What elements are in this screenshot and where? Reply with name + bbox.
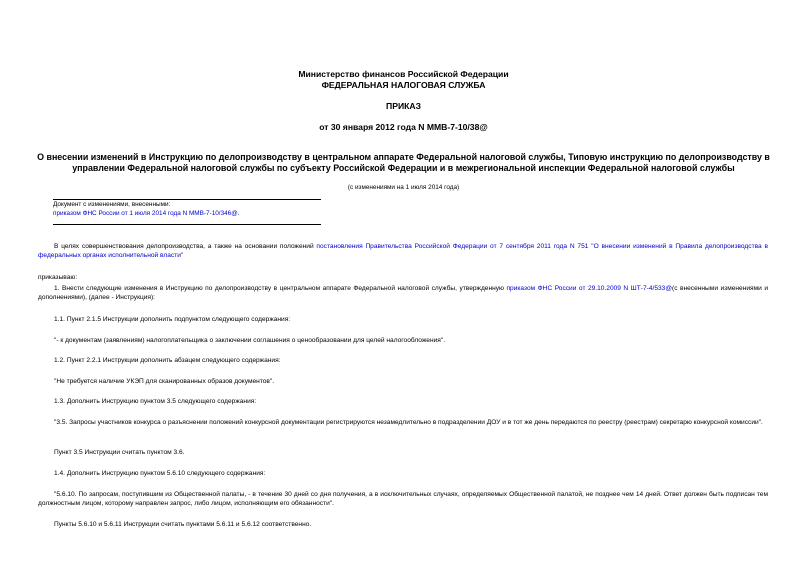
paragraph-1-3: 1.3. Дополнить Инструкцию пунктом 3.5 следующего содержания: [54, 398, 257, 405]
amendment-link[interactable]: приказом ФНС России от 1 июля 2014 года N ММВ-7-10/346@. [53, 210, 240, 217]
p1-link[interactable]: приказом ФНС России от 29.10.2009 N ШТ-7-4/533@ [506, 285, 673, 292]
order-word: приказываю: [38, 274, 78, 281]
paragraph-1-2-quote: "Не требуется наличие УКЭП для сканированных образов документов". [54, 378, 275, 385]
p1-tail: (с внесенными изменениями и дополнениями), (далее - Инструкция): [38, 285, 768, 301]
paragraph-1-4: 1.4. Дополнить Инструкцию пунктом 5.6.10 следующего содержания: [54, 470, 266, 477]
doc-date-number: от 30 января 2012 года N ММВ-7-10/38@ [319, 122, 488, 132]
paragraph-1-4-renumber: Пункты 5.6.10 и 5.6.11 Инструкции считать пунктами 5.6.11 и 5.6.12 соответственно. [54, 521, 312, 528]
intro-text: В целях совершенствования делопроизводства, а также на основании положений [54, 243, 317, 250]
amendments-box [53, 200, 323, 218]
paragraph-1-1: 1.1. Пункт 2.1.5 Инструкции дополнить подпунктом следующего содержания: [54, 316, 291, 323]
paragraph-1-2: 1.2. Пункт 2.2.1 Инструкции дополнить абзацем следующего содержания: [54, 357, 281, 364]
doc-subject: О внесении изменений в Инструкцию по делопроизводству в центральном аппарате Федеральной налоговой службы, Типовую инструкцию по делопроизводству в управлении Федеральной налоговой службы по субъекту Российской Федерации и в межрегиональной инспекции Федеральной налоговой службы [37, 152, 770, 173]
p1-text: 1. Внести следующие изменения в Инструкцию по делопроизводству в центральном аппарате Федеральной налоговой службы, утвержденную [54, 285, 507, 292]
divider-bottom [53, 224, 321, 225]
paragraph-1-3-quote: "3.5. Запросы участников конкурса о разъяснении положений конкурсной документации регистрируются незамедлительно в подразделении ДОУ и в тот же день передаются по реестру (реестрам) секретарю конкурсной комиссии". [54, 419, 763, 426]
paragraph-1-4-quote: "5.6.10. По запросам, поступившим из Общественной палаты, - в течение 30 дней со дня получения, а в исключительных случаях, определяемых Общественной палатой, не позднее чем 14 дней. Ответ должен быть подписан тем должностным лицом, которому направлен запрос, либо лицом, исполняющим его обязанности". [38, 491, 768, 507]
intro-paragraph [38, 242, 768, 260]
edition-note: (с изменениями на 1 июля 2014 года) [347, 184, 460, 191]
intro-link[interactable]: постановления Правительства Российской Федерации от 7 сентября 2011 года N 751 "О внесении изменений в Правила делопроизводства в федеральных органах исполнительной власти" [38, 243, 768, 259]
paragraph-1-3-renumber: Пункт 3.5 Инструкции считать пунктом 3.6. [54, 449, 185, 456]
doc-type: ПРИКАЗ [386, 101, 421, 111]
amendments-label: Документ с изменениями, внесенными: [53, 201, 171, 208]
paragraph-1 [38, 284, 768, 302]
service-name: ФЕДЕРАЛЬНАЯ НАЛОГОВАЯ СЛУЖБА [321, 80, 486, 90]
ministry-name: Министерство финансов Российской Федерации [298, 69, 509, 79]
paragraph-1-1-quote: "- к документам (заявлениям) налогоплательщика о заключении соглашения о ценообразовании для целей налогообложения". [54, 337, 446, 344]
